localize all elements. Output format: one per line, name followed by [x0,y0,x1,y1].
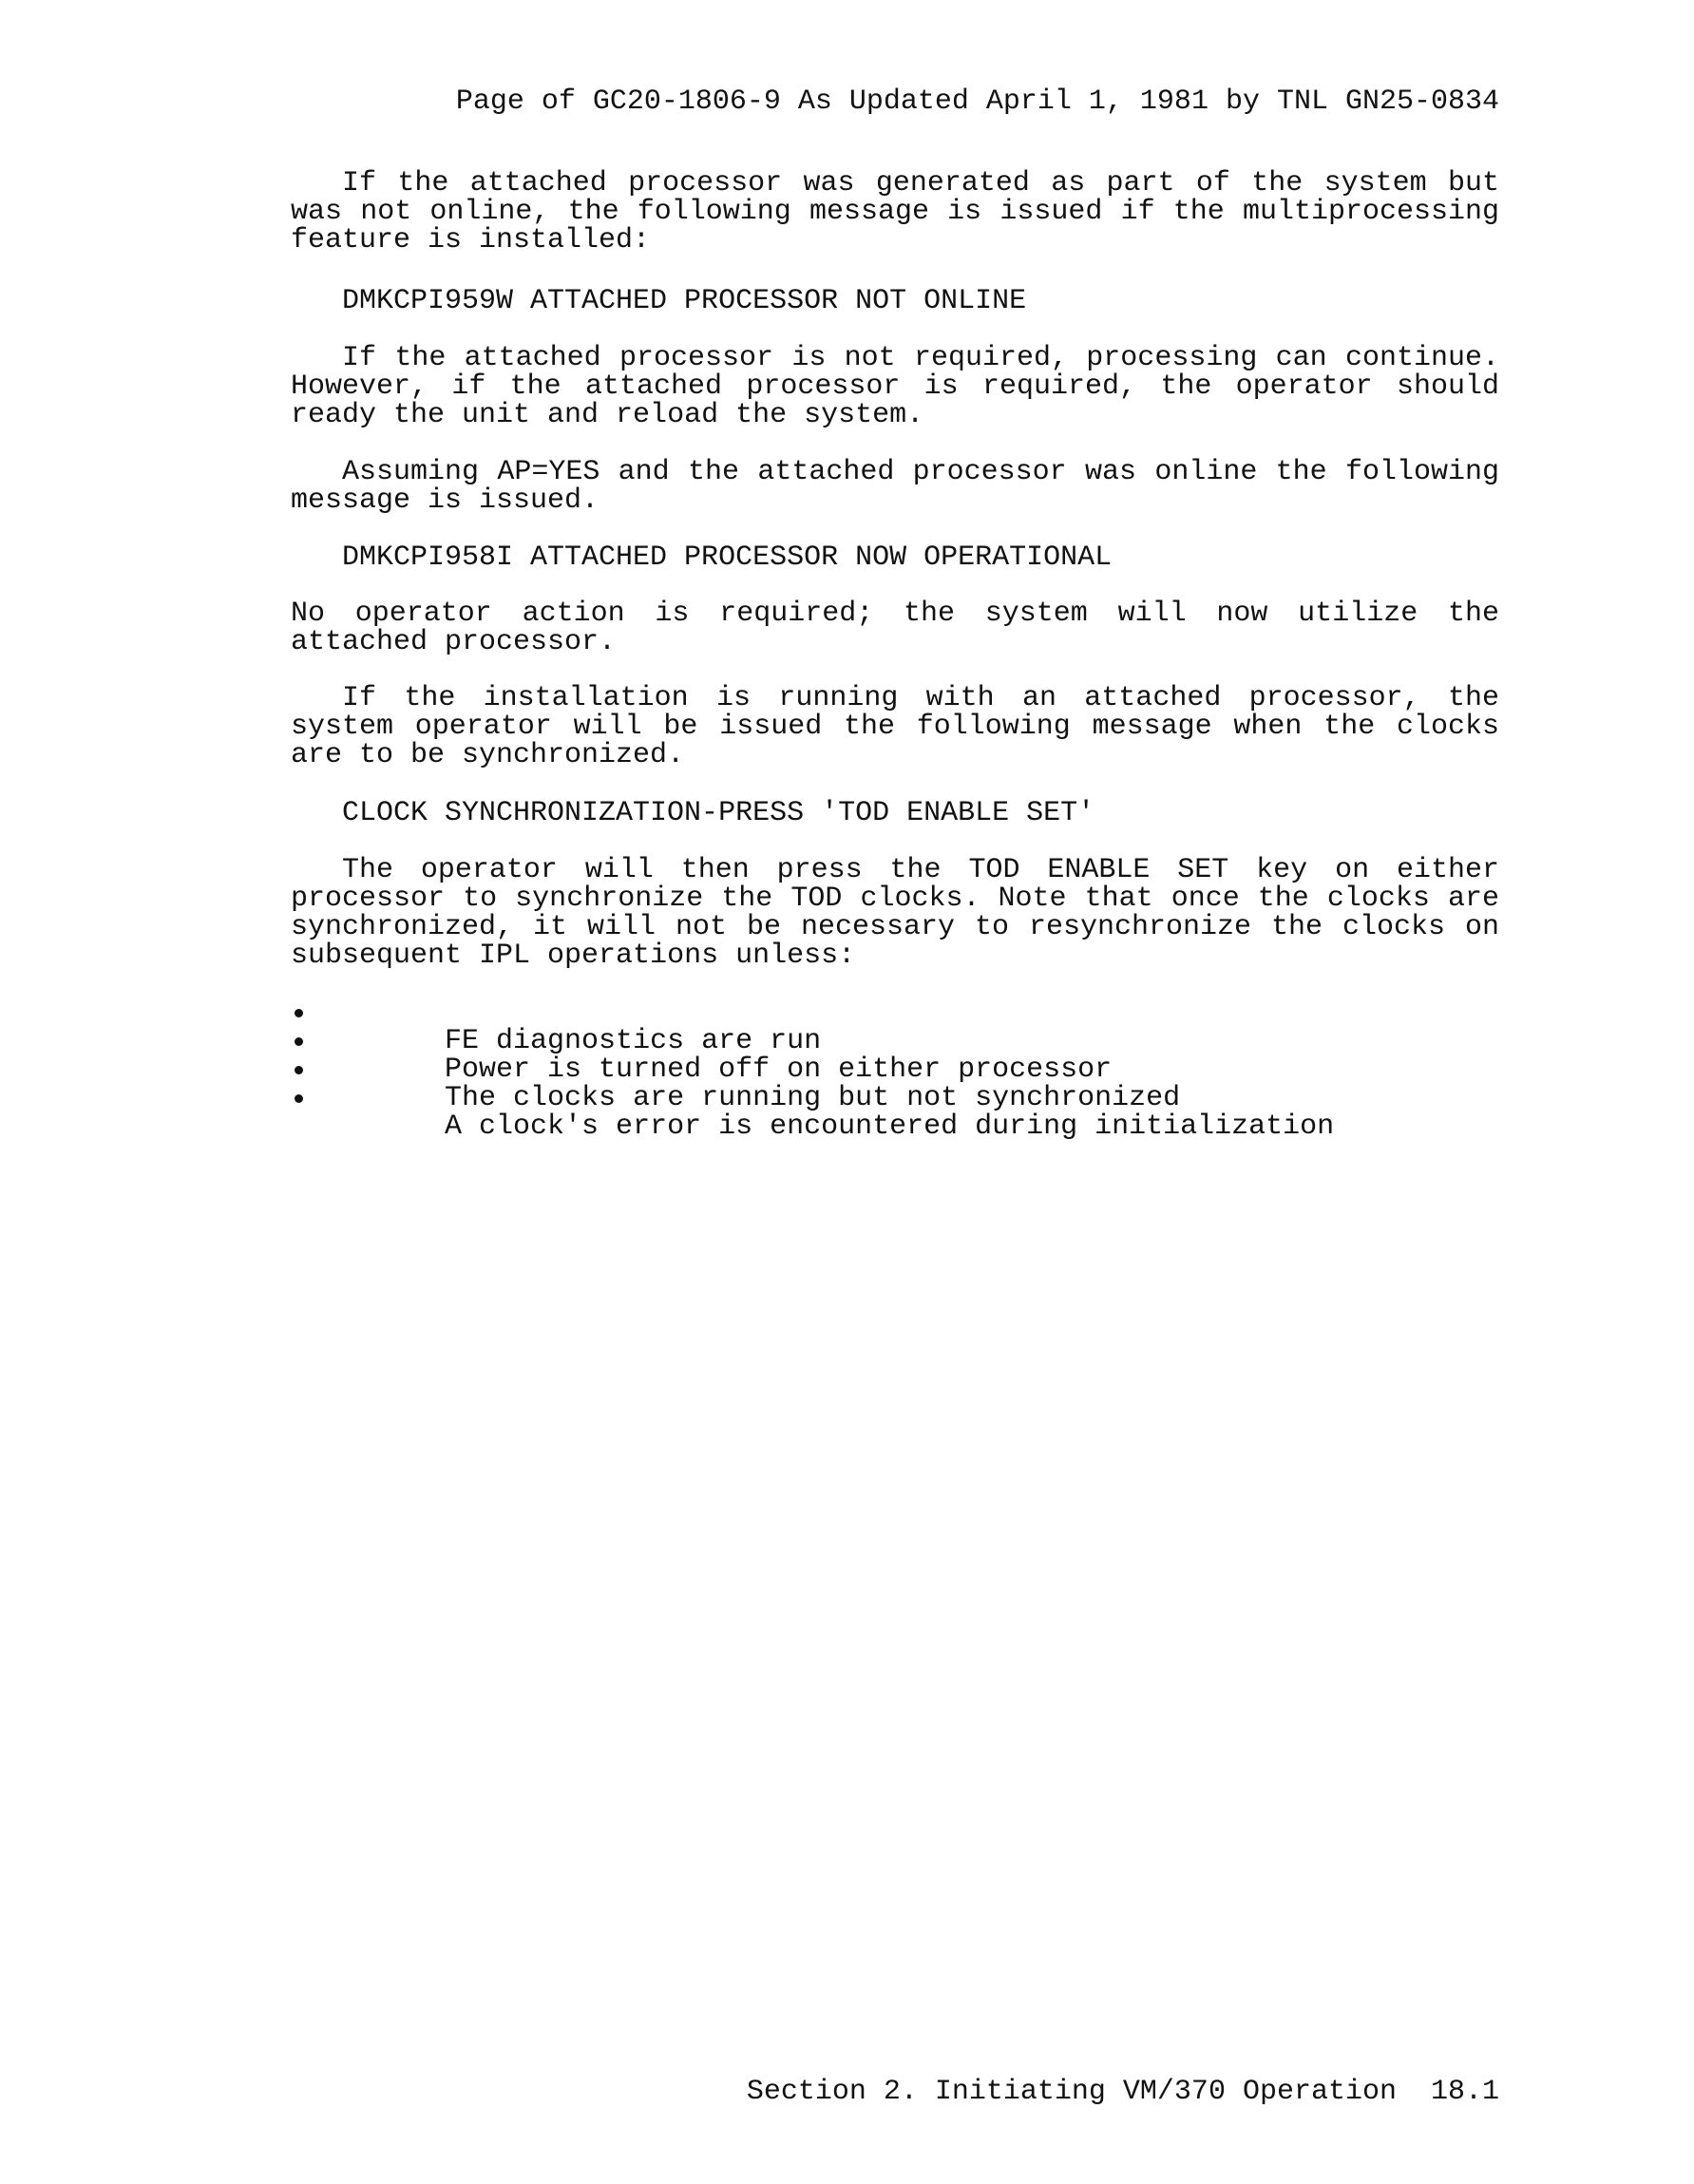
list-item-text: A clock's error is encountered during initialization [445,1111,1335,1143]
paragraph-text: Assuming AP=YES and the attached processor was online the following message is issued. [291,456,1499,517]
page-content [291,0,1499,2184]
message-dmkcpi959w: DMKCPI959W ATTACHED PROCESSOR NOT ONLINE [342,285,1027,317]
list-item [291,1027,1334,1086]
message-dmkcpi958i: DMKCPI958I ATTACHED PROCESSOR NOW OPERATIONAL [342,541,1113,574]
paragraph-text: If the attached processor is not required, processing can continue. However, if the attached processor is required, the operator should ready the unit and reload the system. [291,342,1499,431]
bullet-icon [295,1009,303,1017]
paragraph-text: No operator action is required; the system will now utilize the attached processor. [291,598,1499,658]
page-footer: Section 2. Initiating VM/370 Operation 18.1 [746,2076,1499,2108]
page-header: Page of GC20-1806-9 As Updated April 1, 1981 by TNL GN25-0834 [455,85,1499,118]
list-item [291,998,1334,1057]
list-item [291,1055,1334,1114]
conditions-list [291,998,1335,1143]
paragraph-no-operator-action [291,599,1499,656]
paragraph-tod-enable-set [291,856,1499,970]
paragraph-installation-running [291,684,1499,769]
message-clock-synchronization: CLOCK SYNCHRONIZATION-PRESS 'TOD ENABLE SET' [342,797,1095,829]
paragraph-assuming-ap-yes [291,458,1499,515]
list-item-text: The clocks are running but not synchronized [445,1082,1181,1114]
bullet-icon [295,1037,303,1046]
list-item-text: FE diagnostics are run [445,1025,822,1057]
paragraph-text: If the attached processor was generated as part of the system but was not online, the following message is issued if the multiprocessing feature is installed: [291,167,1499,256]
paragraph-ap-not-online [291,169,1499,255]
paragraph-text: The operator will then press the TOD ENABLE SET key on either processor to synchronize the TOD clocks. Note that once the clocks are synchronized, it will not be necessary to resynchronize the clocks on subsequent IPL operations unless: [291,854,1499,972]
bullet-icon [295,1066,303,1074]
bullet-icon [295,1094,303,1103]
list-item [291,1084,1335,1143]
paragraph-text: If the installation is running with an attached processor, the system operator will be issued the following message when the clocks are to be synchronized. [291,682,1499,771]
list-item-text: Power is turned off on either processor [445,1054,1113,1086]
paragraph-processing-continue [291,344,1499,429]
